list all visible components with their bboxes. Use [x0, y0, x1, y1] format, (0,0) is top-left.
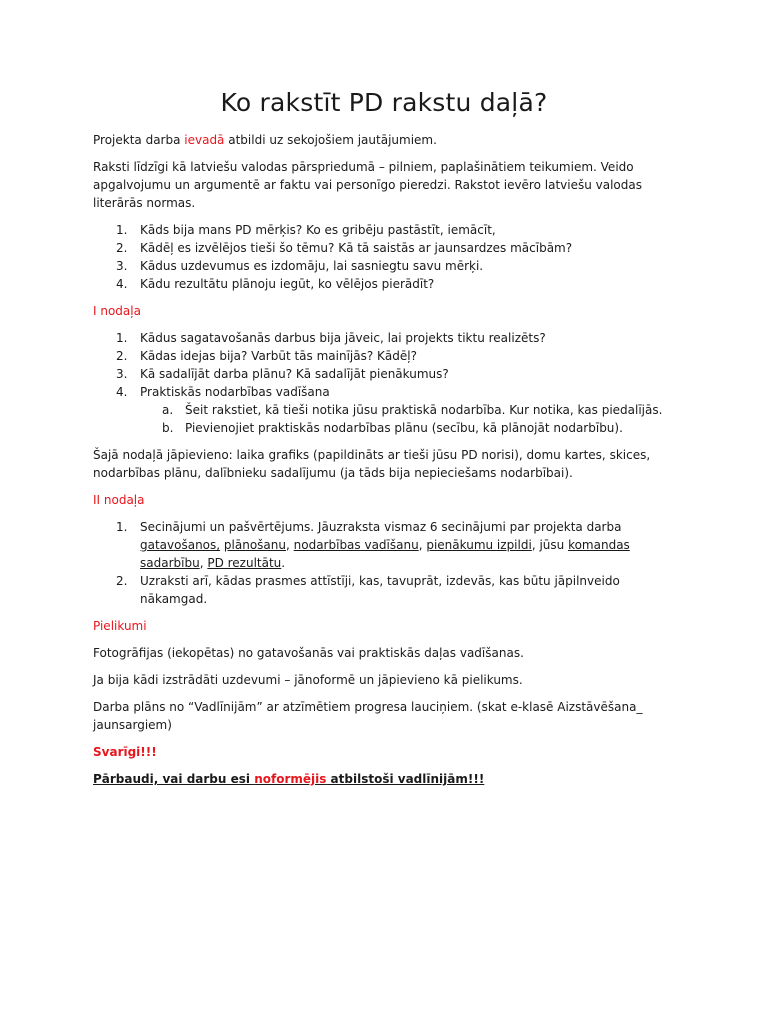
list-text: Kādus uzdevumus es izdomāju, lai sasniegtu savu mērķi.	[140, 259, 484, 273]
list-number: 1.	[116, 223, 128, 237]
list-item	[93, 239, 673, 257]
underlined-term: pienākumu izpildi	[426, 538, 532, 552]
check-text-end: atbilstoši vadlīnijām!!!	[326, 772, 485, 786]
intro-text: Projekta darba	[93, 133, 185, 147]
section-heading-2: II nodaļa	[93, 493, 145, 507]
underlined-term: nodarbības vadīšanu	[293, 538, 419, 552]
list-item	[93, 365, 673, 383]
intro-line	[93, 131, 673, 149]
intro-text-end: atbildi uz sekojošiem jautājumiem.	[224, 133, 437, 147]
section-heading-appendix: Pielikumi	[93, 619, 147, 633]
list-number: 1.	[116, 520, 128, 534]
list-letter: b.	[162, 421, 174, 435]
separator: ,	[199, 556, 208, 570]
list-text: Kāds bija mans PD mērķis? Ko es gribēju pastāstīt, iemācīt,	[140, 223, 496, 237]
section-heading-1: I nodaļa	[93, 304, 141, 318]
list-item	[93, 518, 673, 572]
underlined-term: gatavošanos,	[140, 538, 221, 552]
appendix-paragraph: Darba plāns no “Vadlīnijām” ar atzīmētiem progresa lauciņiem. (skat e-klasē Aizstāvēšana_ jaunsargiem)	[93, 700, 643, 732]
list-text: Kādēļ es izvēlējos tieši šo tēmu? Kā tā saistās ar jaunsardzes mācībām?	[140, 241, 573, 255]
list-number: 3.	[116, 367, 128, 381]
important-label: Svarīgi!!!	[93, 745, 157, 759]
list-item	[93, 383, 673, 401]
appendix-paragraph: Fotogrāfijas (iekopētas) no gatavošanās vai praktiskās daļas vadīšanas.	[93, 646, 524, 660]
section2-list	[93, 518, 673, 608]
list-number: 3.	[116, 259, 128, 273]
separator: ,	[286, 538, 294, 552]
list-number: 2.	[116, 349, 128, 363]
list-number: 2.	[116, 241, 128, 255]
document-body	[93, 131, 673, 797]
section1-sublist	[93, 401, 673, 437]
separator: .	[281, 556, 286, 570]
page-title: Ko rakstīt PD rakstu daļā?	[220, 88, 548, 117]
list-item	[93, 257, 673, 275]
list-text: Kā sadalījāt darba plānu? Kā sadalījāt pienākumus?	[140, 367, 449, 381]
list-item	[93, 275, 673, 293]
list-text: Pievienojiet praktiskās nodarbības plānu (secību, kā plānojāt nodarbību).	[185, 421, 623, 435]
list-text: Secinājumi un pašvērtējums. Jāuzraksta vismaz 6 secinājumi par projekta darba	[140, 520, 622, 534]
separator: , jūsu	[531, 538, 569, 552]
list-text: Praktiskās nodarbības vadīšana	[140, 385, 330, 399]
underlined-term: komandas sadarbību	[140, 538, 630, 570]
check-highlight: noformējis	[254, 772, 327, 786]
list-text: Kādu rezultātu plānoju iegūt, ko vēlējos pierādīt?	[140, 277, 435, 291]
list-item	[93, 572, 673, 608]
appendix-paragraph: Ja bija kādi izstrādāti uzdevumi – jānoformē un jāpievieno kā pielikums.	[93, 673, 523, 687]
list-text: Šeit rakstiet, kā tieši notika jūsu praktiskā nodarbība. Kur notika, kas piedalījās.	[185, 403, 663, 417]
list-item	[93, 347, 673, 365]
underlined-term: plānošanu	[223, 538, 286, 552]
list-number: 2.	[116, 574, 128, 588]
list-number: 4.	[116, 277, 128, 291]
list-text: Kādas idejas bija? Varbūt tās mainījās? Kādēļ?	[140, 349, 417, 363]
separator: ,	[418, 538, 427, 552]
intro-highlight: ievadā	[184, 133, 225, 147]
list-text: Kādus sagatavošanās darbus bija jāveic, lai projekts tiktu realizēts?	[140, 331, 546, 345]
list-number: 4.	[116, 385, 128, 399]
list-number: 1.	[116, 331, 128, 345]
list-item	[93, 329, 673, 347]
important-check-line	[93, 770, 673, 788]
list-item	[93, 221, 673, 239]
underlined-term: PD rezultātu	[207, 556, 282, 570]
intro-question-list	[93, 221, 673, 293]
check-text: Pārbaudi, vai darbu esi	[93, 772, 255, 786]
sublist-item	[93, 401, 673, 419]
list-text: Uzraksti arī, kādas prasmes attīstīji, kas, tavuprāt, izdevās, kas būtu jāpilnveido nākamgad.	[140, 574, 620, 606]
list-letter: a.	[162, 403, 174, 417]
section1-note: Šajā nodaļā jāpievieno: laika grafiks (papildināts ar tieši jūsu PD norisi), domu kartes, skices, nodarbības plānu, dalībnieku sadalījumu (ja tāds bija nepieciešams nodarbībai).	[93, 448, 651, 480]
intro-paragraph: Raksti līdzīgi kā latviešu valodas pārspriedumā – pilniem, paplašinātiem teikumiem. Veido apgalvojumu un argumentē ar faktu vai personīgo pieredzi. Rakstot ievēro latviešu valodas literārās normas.	[93, 160, 642, 210]
section1-list	[93, 329, 673, 401]
sublist-item	[93, 419, 673, 437]
